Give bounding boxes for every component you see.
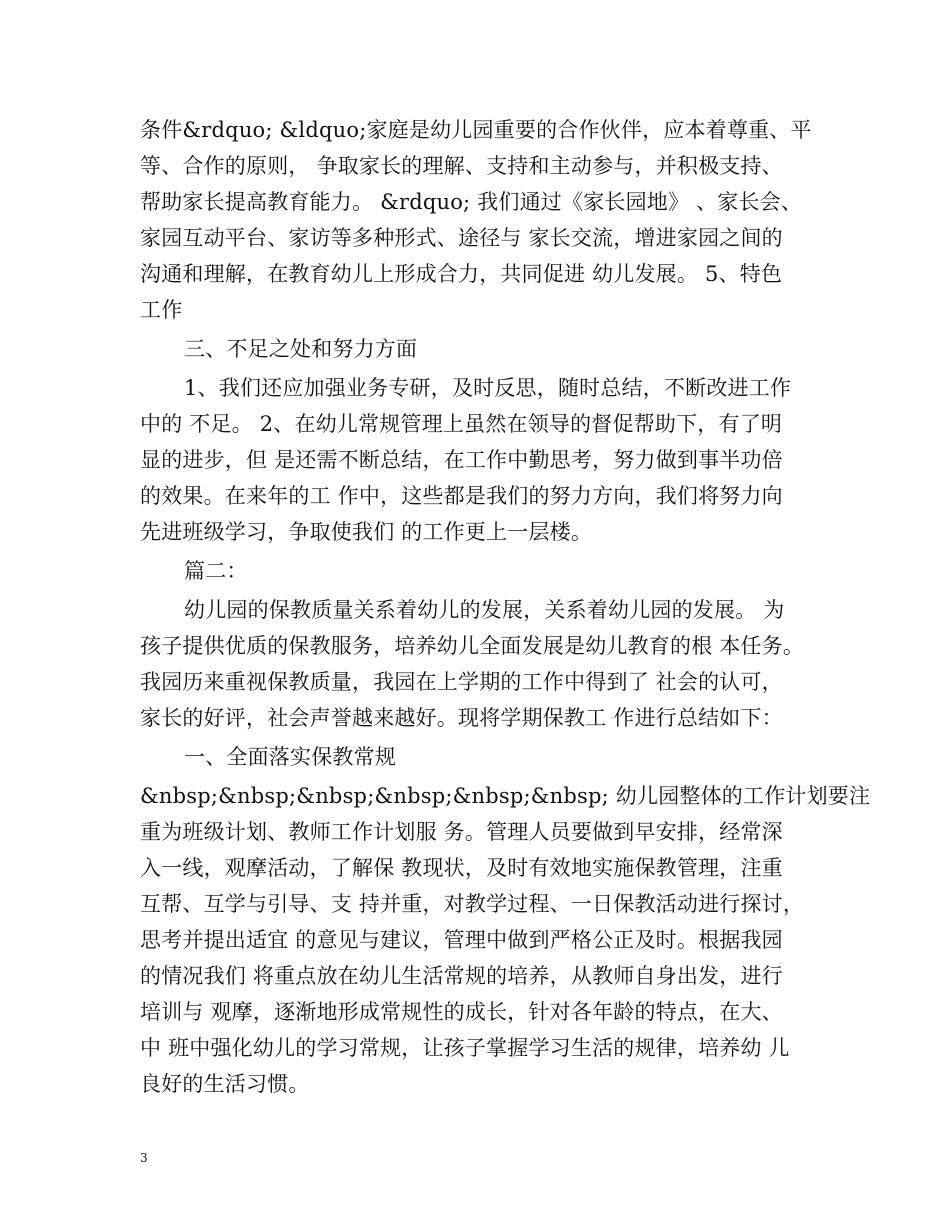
text-line: 家园互动平台、家访等多种形式、途径与 家长交流，增进家园之间的 [140,226,783,250]
text-line: 中的 不足。 2、在幼儿常规管理上虽然在领导的督促帮助下，有了明 [140,412,783,436]
text-line: 先进班级学习，争取使我们 的工作更上一层楼。 [140,520,593,544]
text-line: 孩子提供优质的保教服务，培养幼儿全面发展是幼儿教育的根 本任务。 [140,634,805,658]
text-line: 等、合作的原则， 争取家长的理解、支持和主动参与，并积极支持、 [140,154,783,178]
part-heading: 篇二： [184,559,248,583]
text-line: 1、我们还应加强业务专研，及时反思，随时总结，不断改进工作 [184,376,792,400]
text-line: 沟通和理解，在教育幼儿上形成合力，共同促进 幼儿发展。 5、特色 [140,262,783,286]
text-line: 帮助家长提高教育能力。 &rdquo; 我们通过《家长园地》 、家长会、 [140,190,803,214]
text-line: 我园历来重视保教质量，我园在上学期的工作中得到了 社会的认可， [140,670,783,694]
section-heading: 三、不足之处和努力方面 [184,337,418,361]
text-line: 培训与 观摩，逐渐地形成常规性的成长，针对各年龄的特点，在大、 [140,1000,783,1024]
text-line: 的情况我们 将重点放在幼儿生活常规的培养，从教师自身出发，进行 [140,964,783,988]
text-line: 幼儿园的保教质量关系着幼儿的发展，关系着幼儿园的发展。 为 [184,598,785,622]
section-heading: 一、全面落实保教常规 [184,745,396,769]
text-line: 中 班中强化幼儿的学习常规，让孩子掌握学习生活的规律，培养幼 儿 [140,1036,790,1060]
text-line: 互帮、互学与引导、支 持并重，对教学过程、一日保教活动进行探讨， [140,892,805,916]
text-line: 条件&rdquo; &ldquo;家庭是幼儿园重要的合作伙伴，应本着尊重、平 [140,118,812,142]
text-line: 的效果。在来年的工 作中，这些都是我们的努力方向，我们将努力向 [140,484,783,508]
text-line: 显的进步，但 是还需不断总结，在工作中勤思考，努力做到事半功倍 [140,448,783,472]
text-line: 工作 [140,298,183,322]
text-line: 入一线，观摩活动，了解保 教现状，及时有效地实施保教管理，注重 [140,856,783,880]
page-number: 3 [140,1151,148,1165]
text-line: &nbsp;&nbsp;&nbsp;&nbsp;&nbsp;&nbsp; 幼儿园整体的工作计划要注 [140,784,871,808]
text-line: 重为班级计划、教师工作计划服 务。管理人员要做到早安排，经常深 [140,820,783,844]
text-line: 良好的生活习惯。 [140,1072,310,1096]
text-line: 思考并提出适宜 的意见与建议，管理中做到严格公正及时。根据我园 [140,928,783,952]
text-line: 家长的好评，社会声誉越来越好。现将学期保教工 作进行总结如下： [140,706,783,730]
